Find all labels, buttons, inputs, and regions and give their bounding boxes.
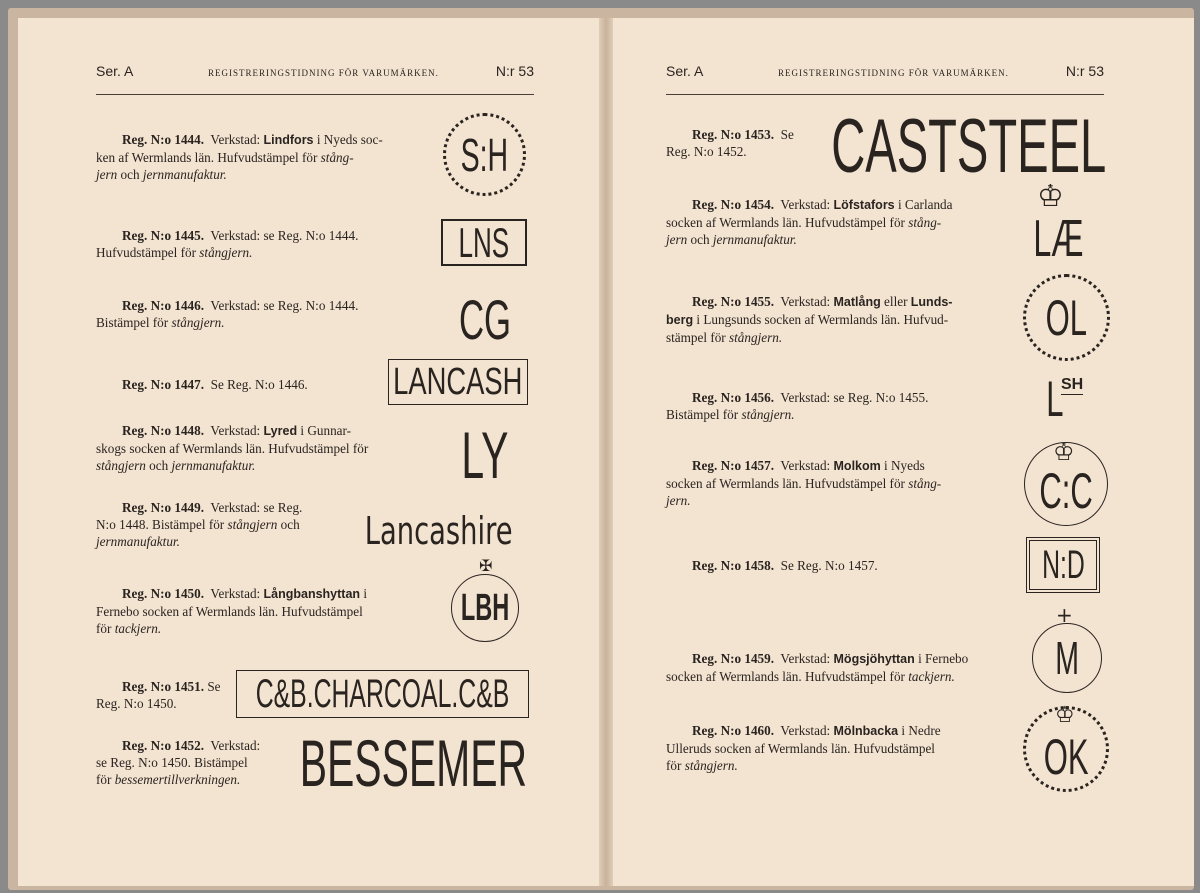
workshop-name: Matlång (833, 295, 881, 309)
entry-text: Hufvudstämpel för (96, 245, 200, 260)
entry-text: i Lungsunds socken af Wermlands län. Hufvud- (693, 312, 949, 327)
entry-text: Se (780, 127, 794, 142)
entry-1450 (96, 585, 416, 637)
header-rule (96, 94, 534, 95)
entry-1445 (96, 227, 416, 261)
entry-1447 (96, 376, 396, 393)
workshop-name: Lunds- (910, 295, 953, 309)
trademark-text: C&B.CHARCOAL.C&B (255, 671, 510, 716)
entry-italic: stångjern. (729, 330, 783, 345)
entry-text: skogs socken af Wermlands län. Hufvudstämpel för (96, 441, 369, 456)
entry-text: Reg. N:o 1450. (96, 696, 177, 711)
entry-text: socken af Wermlands län. Hufvudstämpel för (666, 669, 909, 684)
entry-text: eller (880, 294, 911, 309)
workshop-name: Lindfors (263, 133, 314, 147)
entry-text: N:o 1448. Bistämpel för (96, 517, 228, 532)
entry-text: Se Reg. N:o 1446. (210, 377, 308, 392)
crown-icon: ♔ (1055, 703, 1075, 728)
trademark-text: OL (1045, 289, 1088, 346)
entry-italic: jernmanufaktur. (712, 232, 797, 247)
trademark-1451 (236, 670, 529, 718)
trademark-1445 (441, 219, 527, 266)
entry-italic: stångjern (96, 458, 146, 473)
trademark-1448 (443, 418, 527, 492)
entry-1454 (666, 196, 996, 248)
entry-italic: jernmanufaktur. (171, 458, 256, 473)
workshop-name: Molkom (833, 459, 881, 473)
entry-text: för (96, 772, 115, 787)
entry-italic: stång- (908, 476, 942, 491)
entry-1460 (666, 722, 996, 774)
trademark-text: CASTSTEEL (831, 103, 1107, 189)
entry-text: i Fernebo (914, 651, 969, 666)
trademark-1446 (443, 288, 527, 350)
entry-1449 (96, 499, 356, 550)
entry-italic: tackjern. (114, 621, 162, 636)
entry-italic: tackjern. (908, 669, 955, 684)
reg-number: Reg. N:o 1445. (122, 228, 205, 243)
entry-1458 (666, 557, 996, 574)
entry-text: i (360, 586, 368, 601)
entry-text: för (96, 621, 115, 636)
header-rule (666, 94, 1104, 95)
trademark-1449 (350, 506, 528, 556)
publication-title: REGISTRERINGSTIDNING FÖR VARUMÄRKEN. (778, 68, 1009, 78)
entry-italic: bessemertillverkningen. (114, 772, 241, 787)
issue-number: N:r 53 (495, 63, 534, 79)
entry-italic: jern (96, 167, 118, 182)
entry-text: för (666, 758, 685, 773)
trademark-1450 (451, 574, 519, 642)
entry-text: Verkstad: (780, 723, 834, 738)
entry-text: ken af Wermlands län. Hufvudstämpel för (96, 150, 321, 165)
entry-text: och (687, 232, 713, 247)
entry-text: socken af Wermlands län. Hufvudstämpel för (666, 476, 909, 491)
trademark-1455 (1023, 274, 1110, 361)
entry-1444 (96, 131, 416, 183)
entry-text: Verkstad: (210, 132, 264, 147)
trademark-1457 (1024, 442, 1108, 526)
cross-symbol-icon: ✠ (479, 556, 493, 575)
entry-italic: jernmanufaktur. (96, 534, 180, 549)
entry-text: Verkstad: (210, 423, 264, 438)
reg-number: Reg. N:o 1458. (692, 558, 775, 573)
reg-number: Reg. N:o 1448. (122, 423, 205, 438)
reg-number: Reg. N:o 1456. (692, 390, 775, 405)
trademark-text: BESSEMER (299, 726, 527, 800)
trademark-text: M (1055, 632, 1079, 684)
entry-text: i Nyeds (880, 458, 925, 473)
entry-text: Verkstad: (780, 458, 834, 473)
trademark-text: OK (1043, 729, 1089, 785)
trademark-1458 (1029, 540, 1097, 590)
entry-text: Bistämpel för (666, 407, 742, 422)
entry-text: Verkstad: se Reg. N:o 1444. (210, 228, 359, 243)
reg-number: Reg. N:o 1449. (122, 500, 205, 515)
entry-text: i Carlanda (894, 197, 953, 212)
entry-text: Verkstad: (780, 651, 834, 666)
trademark-1444 (443, 113, 526, 196)
entry-text: Verkstad: se Reg. N:o 1444. (210, 298, 359, 313)
reg-number: Reg. N:o 1452. (122, 738, 205, 753)
trademark-text: N:D (1041, 542, 1085, 587)
entry-1459 (666, 650, 1006, 685)
trademark-text: LY (461, 418, 509, 492)
entry-italic: stångjern (227, 517, 278, 532)
entry-1451 (96, 678, 246, 712)
entry-text: och (277, 517, 300, 532)
entry-text: se Reg. N:o 1450. Bistämpel (96, 755, 248, 770)
reg-number: Reg. N:o 1450. (122, 586, 205, 601)
reg-number: Reg. N:o 1451. (122, 679, 205, 694)
entry-1456 (666, 389, 996, 423)
book-spread (8, 8, 1194, 890)
publication-title: REGISTRERINGSTIDNING FÖR VARUMÄRKEN. (208, 68, 439, 78)
entry-1453 (666, 126, 826, 160)
workshop-name: berg (666, 313, 694, 327)
workshop-name: Mölnbacka (833, 724, 899, 738)
book-gutter (599, 18, 613, 886)
reg-number: Reg. N:o 1446. (122, 298, 205, 313)
entry-italic: stångjern. (684, 758, 738, 773)
entry-text: Ulleruds socken af Wermlands län. Hufvudstämpel (666, 741, 935, 756)
entry-italic: stångjern. (171, 315, 225, 330)
workshop-name: Långbanshyttan (263, 587, 361, 601)
entry-text: och (117, 167, 143, 182)
entry-text: socken af Wermlands län. Hufvudstämpel för (666, 215, 909, 230)
entry-text: Verkstad: (210, 586, 264, 601)
issue-number: N:r 53 (1065, 63, 1104, 79)
entry-text: och (145, 458, 172, 473)
entry-text: Verkstad: (210, 738, 261, 753)
entry-text: Verkstad: (780, 197, 834, 212)
workshop-name: Lyred (263, 424, 298, 438)
entry-text: i Nedre (898, 723, 941, 738)
entry-text: Verkstad: se Reg. N:o 1455. (780, 390, 929, 405)
entry-text: i Gunnar- (297, 423, 352, 438)
workshop-name: Löfstafors (833, 198, 895, 212)
reg-number: Reg. N:o 1454. (692, 197, 775, 212)
crown-icon: ♔ (1053, 438, 1075, 466)
entry-text: Reg. N:o 1452. (666, 144, 747, 159)
trademark-superscript: SH (1061, 376, 1084, 393)
trademark-text: Lancashire (365, 509, 513, 553)
trademark-text: C:C (1039, 463, 1093, 519)
trademark-1454 (1018, 211, 1098, 267)
entry-text: Verkstad: se Reg. (210, 500, 303, 515)
reg-number: Reg. N:o 1444. (122, 132, 205, 147)
entry-text: stämpel för (666, 330, 729, 345)
left-page-header (96, 63, 534, 83)
reg-number: Reg. N:o 1453. (692, 127, 775, 142)
reg-number: Reg. N:o 1457. (692, 458, 775, 473)
series-label: Ser. A (666, 63, 704, 79)
reg-number: Reg. N:o 1460. (692, 723, 775, 738)
right-page-header (666, 63, 1104, 83)
entry-italic: stång- (320, 150, 354, 165)
cross-symbol-icon: + (1056, 603, 1073, 627)
trademark-1453 (819, 103, 1119, 189)
trademark-text: CG (458, 287, 512, 351)
entry-1452 (96, 737, 296, 788)
entry-text: Se (207, 679, 221, 694)
right-page (613, 18, 1194, 886)
entry-1446 (96, 297, 416, 331)
trademark-1452 (288, 726, 538, 800)
reg-number: Reg. N:o 1447. (122, 377, 205, 392)
trademark-1447 (388, 359, 528, 405)
entry-text: Bistämpel för (96, 315, 172, 330)
trademark-1459 (1032, 623, 1102, 693)
trademark-text: L (1046, 371, 1064, 427)
entry-text: Se Reg. N:o 1457. (780, 558, 878, 573)
trademark-text: LNS (458, 218, 510, 266)
trademark-text: LÆ (1032, 210, 1084, 268)
trademark-text: LBH (460, 586, 510, 629)
entry-italic: stångjern. (741, 407, 795, 422)
entry-italic: jernmanufaktur. (142, 167, 227, 182)
entry-text: Fernebo socken af Wermlands län. Hufvudstämpel (96, 604, 363, 619)
entry-italic: jern (666, 232, 688, 247)
trademark-1460 (1023, 703, 1109, 792)
entry-1457 (666, 457, 996, 509)
left-page (18, 18, 599, 886)
entry-1455 (666, 293, 996, 346)
entry-1448 (96, 422, 416, 474)
entry-italic: stångjern. (199, 245, 253, 260)
crown-icon: ♔ (1037, 179, 1064, 214)
trademark-text: LANCASH (393, 360, 523, 403)
entry-italic: stång- (908, 215, 942, 230)
trademark-1456 (1045, 370, 1085, 428)
entry-text: Verkstad: (780, 294, 834, 309)
trademark-text: S:H (460, 128, 509, 181)
entry-text: i Nyeds soc- (313, 132, 383, 147)
entry-italic: jern. (666, 493, 691, 508)
workshop-name: Mögsjöhyttan (833, 652, 915, 666)
series-label: Ser. A (96, 63, 134, 79)
reg-number: Reg. N:o 1459. (692, 651, 775, 666)
reg-number: Reg. N:o 1455. (692, 294, 775, 309)
